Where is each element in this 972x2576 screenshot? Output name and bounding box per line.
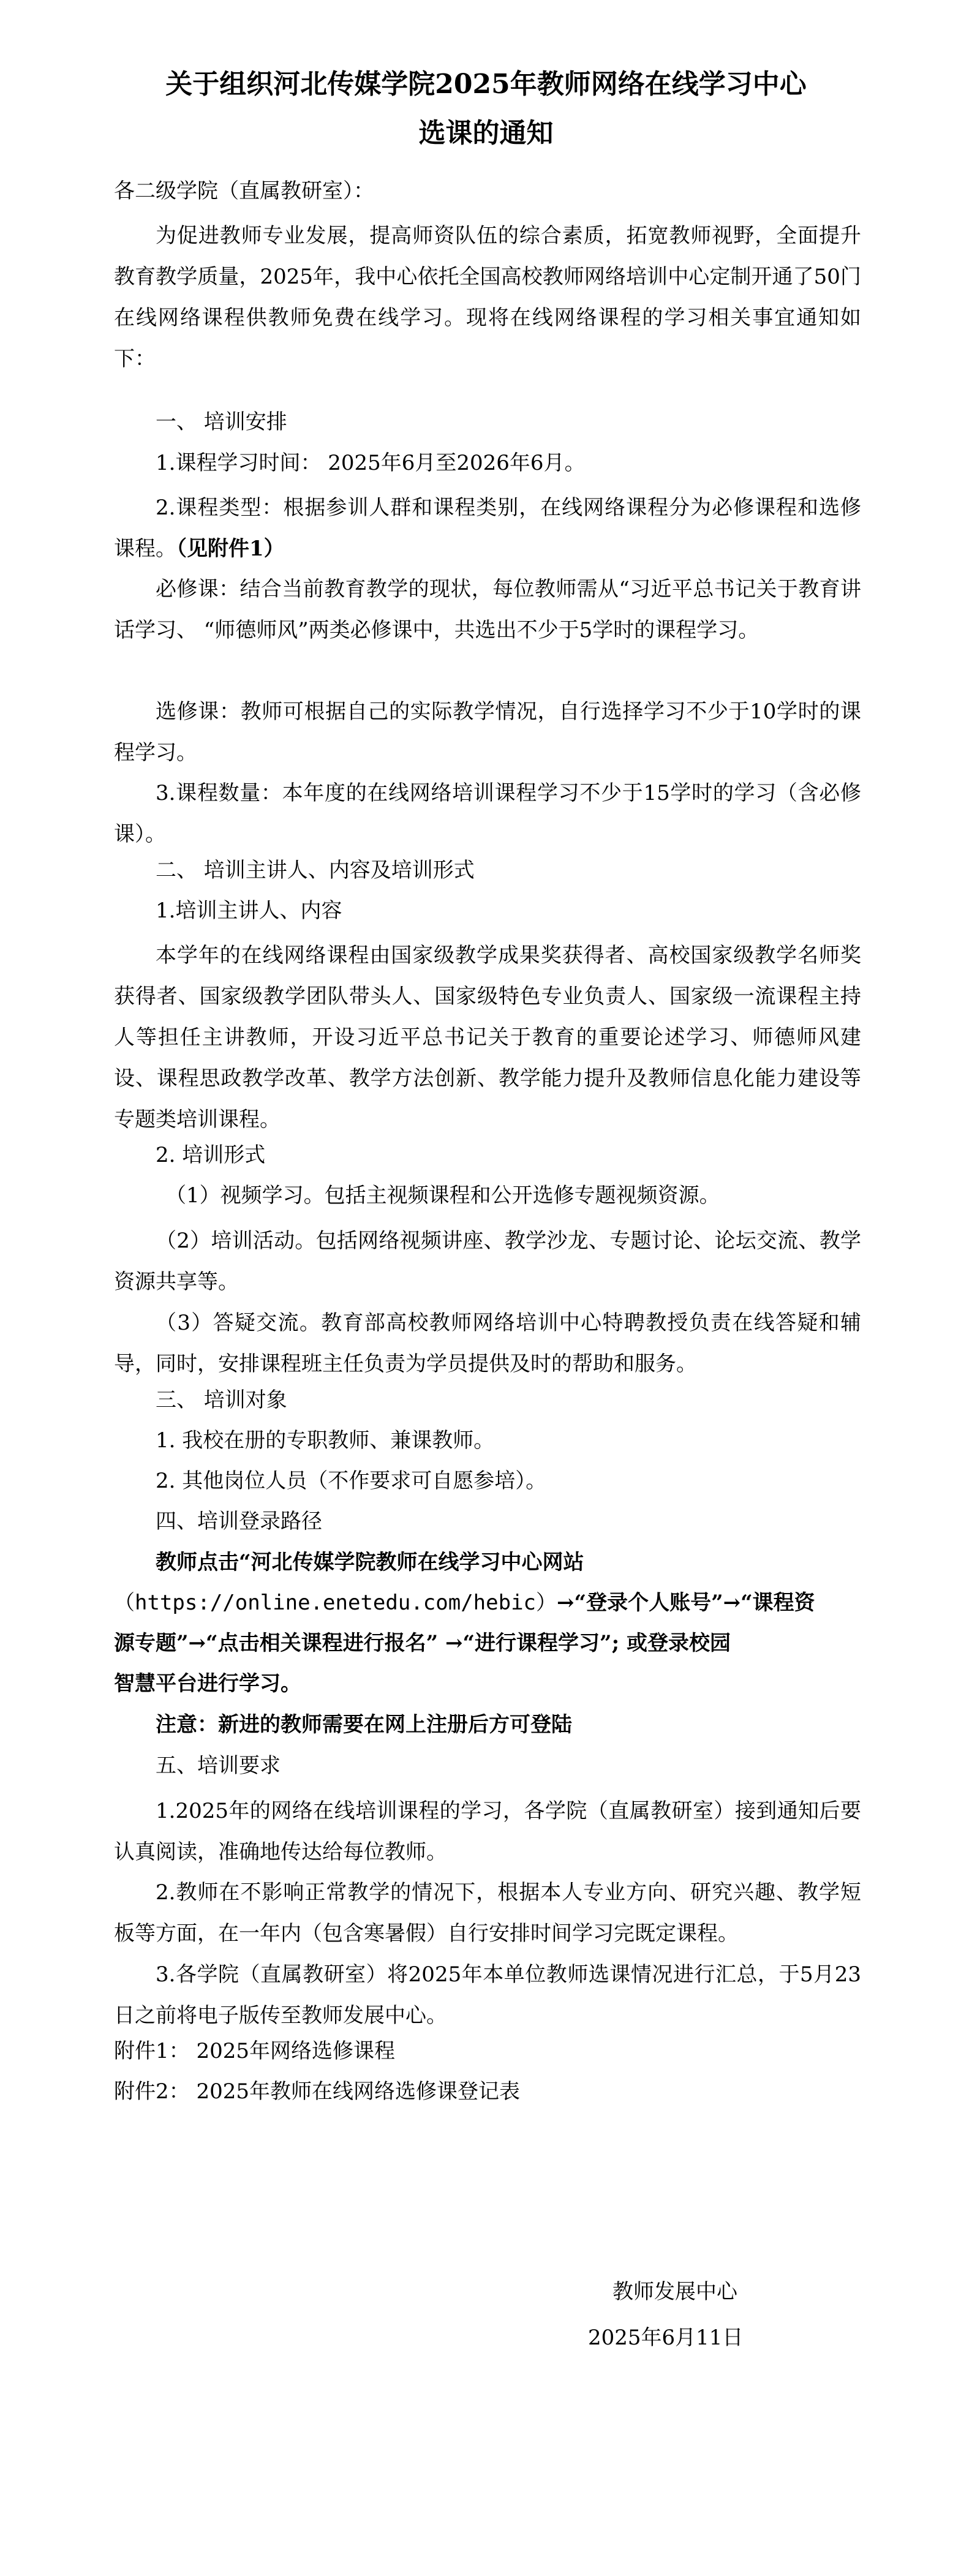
login-path-line-2 [114,1588,815,1618]
login-path-line-4: 智慧平台进行学习。 [114,1671,301,1696]
salutation: 各二级学院（直属教研室）： [114,179,374,203]
section-1-item-3: 3.课程数量：本年度的在线网络培训课程学习不少于15学时的学习（含必修课）。 [114,781,861,846]
training-form-3: （3）答疑交流。教育部高校教师网络培训中心特聘教授负责在线答疑和辅导，同时，安排课程班主任负责为学员提供及时的帮助和服务。 [114,1311,861,1376]
section-1-item-1: 1.课程学习时间： 2025年6月至2026年6月。 [156,451,586,475]
training-form-1: （1）视频学习。包括主视频课程和公开选修专题视频资源。 [165,1183,720,1208]
section-1-item-2-text: 2.课程类型：根据参训人群和课程类别，在线网络课程分为必修课程和选修课程。 [114,495,861,561]
login-url-link[interactable]: （https://online.enetedu.com/hebic） [114,1591,557,1615]
section-1-item-2 [114,488,861,570]
section-4-heading: 四、培训登录路径 [156,1509,322,1534]
login-path-line-3: 源专题”→“点击相关课程进行报名” →“进行课程学习”; 或登录校园 [114,1631,731,1655]
login-path-line-1: 教师点击“河北传媒学院教师在线学习中心网站 [156,1550,584,1575]
required-courses-paragraph: 必修课：结合当前教育教学的现状，每位教师需从“习近平总书记关于教育讲话学习、 “师德师风”两类必修课中，共选出不少于5学时的课程学习。 [114,577,861,642]
section-2-content-paragraph: 本学年的在线网络课程由国家级教学成果奖获得者、高校国家级教学名师奖获得者、国家级教学团队带头人、国家级特色专业负责人、国家级一流课程主持人等担任主讲教师，开设习近平总书记关于教育的重要论述学习、师德师风建设、课程思政教学改革、教学方法创新、教学能力提升及教师信息化能力建设等专题类培训课程。 [114,943,861,1132]
attachment-2: 附件2： 2025年教师在线网络选修课登记表 [114,2079,520,2104]
login-path-line-2-rest: →“登录个人账号”→“课程资 [557,1591,815,1615]
section-5-item-1: 1.2025年的网络在线培训课程的学习，各学院（直属教研室）接到通知后要认真阅读，准确地传达给每位教师。 [114,1799,861,1864]
section-3-heading: 三、 培训对象 [156,1388,287,1412]
section-3-item-2: 2. 其他岗位人员（不作要求可自愿参培）。 [156,1469,547,1493]
attachment-1: 附件1： 2025年网络选修课程 [114,2039,395,2063]
section-2-sub-1: 1.培训主讲人、内容 [156,898,342,923]
signature-organization: 教师发展中心 [612,2280,737,2304]
registration-note: 注意：新进的教师需要在网上注册后方可登陆 [156,1712,572,1737]
section-2-heading: 二、 培训主讲人、内容及培训形式 [156,858,475,883]
attachment-1-reference: （见附件1） [176,537,285,561]
section-5-item-3: 3.各学院（直属教研室）将2025年本单位教师选课情况进行汇总，于5月23日之前将电子版传至教师发展中心。 [114,1962,861,2028]
section-5-heading: 五、培训要求 [156,1753,281,1778]
document-title-line-1: 关于组织河北传媒学院2025年教师网络在线学习中心 [165,69,807,100]
document-title-line-2: 选课的通知 [418,118,554,149]
intro-paragraph: 为促进教师专业发展，提高师资队伍的综合素质，拓宽教师视野，全面提升教育教学质量，2025年，我中心依托全国高校教师网络培训中心定制开通了50门在线网络课程供教师免费在线学习。现将在线网络课程的学习相关事宜通知如下： [114,224,861,371]
section-5-item-2: 2.教师在不影响正常教学的情况下，根据本人专业方向、研究兴趣、教学短板等方面，在一年内（包含寒暑假）自行安排时间学习完既定课程。 [114,1880,861,1946]
elective-courses-paragraph: 选修课：教师可根据自己的实际教学情况，自行选择学习不少于10学时的课程学习。 [114,699,861,765]
training-form-2: （2）培训活动。包括网络视频讲座、教学沙龙、专题讨论、论坛交流、教学资源共享等。 [114,1229,861,1294]
section-2-sub-2: 2. 培训形式 [156,1143,266,1167]
section-3-item-1: 1. 我校在册的专职教师、兼课教师。 [156,1428,495,1453]
signature-date: 2025年6月11日 [588,2326,744,2350]
section-1-heading: 一、 培训安排 [156,410,287,434]
